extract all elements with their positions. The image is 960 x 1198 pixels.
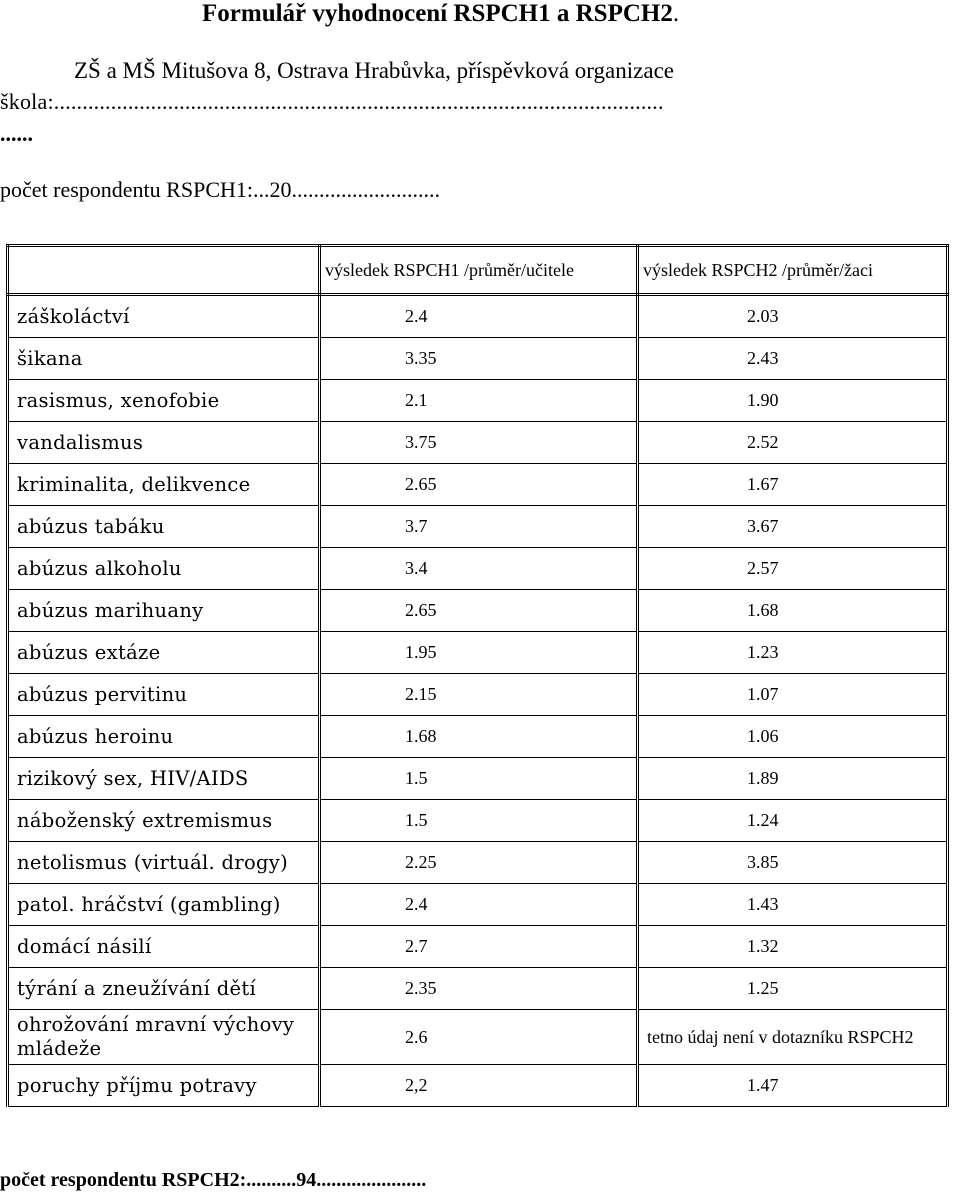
row-label: abúzus tabáku bbox=[8, 506, 320, 548]
rspch2-value: 3.85 bbox=[638, 842, 948, 884]
row-label: poruchy příjmu potravy bbox=[8, 1065, 320, 1107]
rspch2-value: 2.52 bbox=[638, 422, 948, 464]
row-label: abúzus alkoholu bbox=[8, 548, 320, 590]
school-label: škola:........................................................................................................... bbox=[0, 89, 664, 114]
rspch2-value: 1.23 bbox=[638, 632, 948, 674]
rspch1-value: 2.7 bbox=[320, 926, 638, 968]
rspch2-value: 1.67 bbox=[638, 464, 948, 506]
row-label: týrání a zneužívání dětí bbox=[8, 968, 320, 1010]
row-label: rizikový sex, HIV/AIDS bbox=[8, 758, 320, 800]
form-title-text: Formulář vyhodnocení RSPCH1 a RSPCH2 bbox=[202, 0, 673, 27]
school-label-continuation: ...... bbox=[0, 121, 33, 146]
row-label: netolismus (virtuál. drogy) bbox=[8, 842, 320, 884]
table-row bbox=[8, 1010, 948, 1065]
header-rspch2: výsledek RSPCH2 /průměr/žaci bbox=[638, 246, 948, 295]
rspch1-value: 2.15 bbox=[320, 674, 638, 716]
rspch1-value: 1.68 bbox=[320, 716, 638, 758]
table-row bbox=[8, 632, 948, 674]
row-label: domácí násilí bbox=[8, 926, 320, 968]
rspch1-value: 3.35 bbox=[320, 338, 638, 380]
table-row bbox=[8, 464, 948, 506]
header-empty-cell bbox=[8, 246, 320, 295]
table-row bbox=[8, 295, 948, 338]
rspch2-value: 1.47 bbox=[638, 1065, 948, 1107]
rspch1-value: 1.5 bbox=[320, 758, 638, 800]
rspch2-value: 2.57 bbox=[638, 548, 948, 590]
row-label: abúzus pervitinu bbox=[8, 674, 320, 716]
form-title bbox=[202, 0, 679, 28]
table-row bbox=[8, 758, 948, 800]
table-row bbox=[8, 716, 948, 758]
table-row bbox=[8, 884, 948, 926]
rspch2-value: 1.06 bbox=[638, 716, 948, 758]
header-rspch1: výsledek RSPCH1 /průměr/učitele bbox=[320, 246, 638, 295]
row-label: vandalismus bbox=[8, 422, 320, 464]
table-row bbox=[8, 338, 948, 380]
row-label: ohrožování mravní výchovy mládeže bbox=[8, 1010, 320, 1065]
rspch1-value: 3.7 bbox=[320, 506, 638, 548]
row-label: abúzus marihuany bbox=[8, 590, 320, 632]
table-row bbox=[8, 380, 948, 422]
results-table bbox=[6, 244, 949, 1107]
rspch2-note: tetno údaj není v dotazníku RSPCH2 bbox=[638, 1010, 948, 1065]
table-row bbox=[8, 968, 948, 1010]
row-label: kriminalita, delikvence bbox=[8, 464, 320, 506]
form-title-dot: . bbox=[672, 0, 680, 27]
rspch1-value: 2.65 bbox=[320, 464, 638, 506]
rspch2-value: 2.03 bbox=[638, 295, 948, 338]
row-label: patol. hráčství (gambling) bbox=[8, 884, 320, 926]
rspch2-value: 1.32 bbox=[638, 926, 948, 968]
table-row bbox=[8, 590, 948, 632]
rspch2-value: 1.68 bbox=[638, 590, 948, 632]
rspch1-value: 2.25 bbox=[320, 842, 638, 884]
rspch1-value: 3.75 bbox=[320, 422, 638, 464]
table-header-row bbox=[8, 246, 948, 295]
rspch2-value: 2.43 bbox=[638, 338, 948, 380]
rspch1-value: 1.5 bbox=[320, 800, 638, 842]
rspch1-value: 2.4 bbox=[320, 295, 638, 338]
school-name: ZŠ a MŠ Mitušova 8, Ostrava Hrabůvka, příspěvková organizace bbox=[74, 58, 674, 83]
table-row bbox=[8, 926, 948, 968]
rspch1-value: 2.35 bbox=[320, 968, 638, 1010]
row-label: záškoláctví bbox=[8, 295, 320, 338]
rspch1-value: 2.6 bbox=[320, 1010, 638, 1065]
table-row bbox=[8, 842, 948, 884]
respondents-rspch2: počet respondentu RSPCH2:..........94...................... bbox=[0, 1169, 427, 1191]
rspch2-value: 1.43 bbox=[638, 884, 948, 926]
rspch1-value: 3.4 bbox=[320, 548, 638, 590]
table-row bbox=[8, 548, 948, 590]
row-label: abúzus heroinu bbox=[8, 716, 320, 758]
rspch1-value: 2,2 bbox=[320, 1065, 638, 1107]
rspch2-value: 3.67 bbox=[638, 506, 948, 548]
rspch2-value: 1.90 bbox=[638, 380, 948, 422]
rspch1-value: 2.65 bbox=[320, 590, 638, 632]
rspch1-value: 2.4 bbox=[320, 884, 638, 926]
row-label: náboženský extremismus bbox=[8, 800, 320, 842]
rspch2-value: 1.24 bbox=[638, 800, 948, 842]
table-row bbox=[8, 674, 948, 716]
rspch2-value: 1.07 bbox=[638, 674, 948, 716]
row-label: šikana bbox=[8, 338, 320, 380]
table-row bbox=[8, 1065, 948, 1107]
rspch2-value: 1.25 bbox=[638, 968, 948, 1010]
rspch1-value: 2.1 bbox=[320, 380, 638, 422]
rspch1-value: 1.95 bbox=[320, 632, 638, 674]
table-row bbox=[8, 506, 948, 548]
row-label: rasismus, xenofobie bbox=[8, 380, 320, 422]
respondents-rspch1: počet respondentu RSPCH1:...20........................... bbox=[0, 177, 440, 202]
row-label: abúzus extáze bbox=[8, 632, 320, 674]
rspch2-value: 1.89 bbox=[638, 758, 948, 800]
table-row bbox=[8, 422, 948, 464]
table-row bbox=[8, 800, 948, 842]
